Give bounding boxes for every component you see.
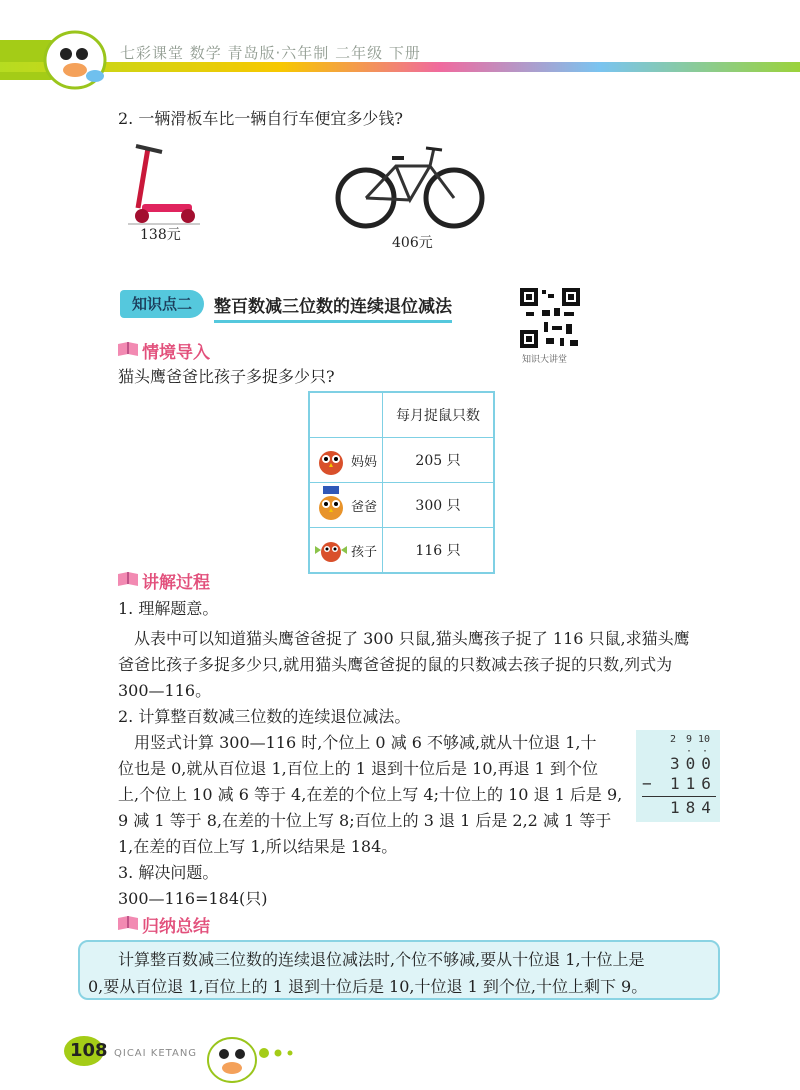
scooter-image xyxy=(128,138,200,226)
mouse-catch-table xyxy=(308,391,495,574)
borrow-dot: · xyxy=(686,746,693,757)
owl-father-icon xyxy=(313,486,349,524)
result-line xyxy=(642,796,716,797)
explain-heading: 讲解过程 xyxy=(142,573,210,593)
para-2-line: 1,在差的百位上写 1,所以结果是 184。 xyxy=(118,837,398,856)
borrow-mark: 2 xyxy=(670,734,677,745)
value-mother: 205 只 xyxy=(383,438,495,483)
page-number: 108 xyxy=(70,1040,108,1061)
minuend: 300 xyxy=(670,754,717,773)
table-row-label xyxy=(309,438,383,483)
label-father: 爸爸 xyxy=(351,500,378,515)
label-child: 孩子 xyxy=(351,545,378,560)
table-row-label xyxy=(309,483,383,528)
summary-line-1: 计算整百数减三位数的连续退位减法时,个位不够减,要从十位退 1,十位上是 xyxy=(118,950,645,969)
table-corner xyxy=(309,392,383,438)
borrow-dot: · xyxy=(702,746,709,757)
book-icon xyxy=(116,340,140,358)
decorative-dots-icon xyxy=(258,1046,302,1060)
subtrahend: 116 xyxy=(670,774,717,793)
para-2-line: 上,个位上 10 减 6 等于 4,在差的个位上写 4;十位上的 10 退 1 后是 9, xyxy=(118,785,623,804)
book-icon xyxy=(116,570,140,588)
para-1-line-2: 爸爸比孩子多捉多少只,就用猫头鹰爸爸捉的鼠的只数减去孩子捉的只数,列式为 xyxy=(118,655,673,674)
para-2-line: 9 减 1 等于 8,在差的十位上写 8;百位上的 3 退 1 后是 2,2 减 1 等于 xyxy=(118,811,612,830)
step-2: 2. 计算整百数减三位数的连续退位减法。 xyxy=(118,707,411,726)
label-mother: 妈妈 xyxy=(351,455,378,470)
step-1: 1. 理解题意。 xyxy=(118,599,219,618)
para-1-line-1: 从表中可以知道猫头鹰爸爸捉了 300 只鼠,猫头鹰孩子捉了 116 只鼠,求猫头鹰 xyxy=(134,629,690,648)
step-3: 3. 解决问题。 xyxy=(118,863,219,882)
bicycle-price: 406元 xyxy=(392,235,433,251)
para-2-line: 用竖式计算 300—116 时,个位上 0 减 6 不够减,就从十位退 1,十 xyxy=(134,733,597,752)
para-1-line-3: 300—116。 xyxy=(118,681,212,700)
mascot-footer-icon xyxy=(202,1030,262,1086)
difference: 184 xyxy=(670,798,717,817)
value-child: 116 只 xyxy=(383,528,495,574)
header-rainbow-bar xyxy=(0,62,800,72)
bicycle-image xyxy=(334,138,486,230)
footer-brand: QICAI KETANG xyxy=(114,1048,198,1059)
intro-question: 猫头鹰爸爸比孩子多捉多少只? xyxy=(118,367,335,386)
summary-box xyxy=(78,940,720,1000)
summary-line-2: 0,要从百位退 1,百位上的 1 退到十位后是 10,十位退 1 到个位,十位上剩下 9。 xyxy=(88,977,648,996)
qr-caption: 知识大讲堂 xyxy=(522,355,568,365)
question-2: 2. 一辆滑板车比一辆自行车便宜多少钱? xyxy=(118,109,403,128)
borrow-mark: 9 xyxy=(686,734,693,745)
table-header: 每月捉鼠只数 xyxy=(383,392,495,438)
table-row-label xyxy=(309,528,383,574)
owl-mother-icon xyxy=(313,443,349,477)
scooter-price: 138元 xyxy=(140,227,181,243)
summary-heading: 归纳总结 xyxy=(142,917,210,937)
section-tag: 知识点二 xyxy=(120,290,204,318)
intro-heading: 情境导入 xyxy=(142,343,210,363)
borrow-mark: 10 xyxy=(698,734,711,745)
value-father: 300 只 xyxy=(383,483,495,528)
vertical-subtraction xyxy=(636,730,720,822)
header-title: 七彩课堂 数学 青岛版·六年制 二年级 下册 xyxy=(120,44,421,62)
minus-sign: − xyxy=(642,774,652,793)
section-title: 整百数减三位数的连续退位减法 xyxy=(214,292,452,323)
mascot-logo-icon xyxy=(40,28,110,90)
para-2-line: 位也是 0,就从百位退 1,百位上的 1 退到十位后是 10,再退 1 到个位 xyxy=(118,759,598,778)
owl-child-icon xyxy=(313,536,349,566)
book-icon xyxy=(116,914,140,932)
qr-code-icon[interactable] xyxy=(518,286,582,350)
answer: 300—116=184(只) xyxy=(118,889,268,908)
